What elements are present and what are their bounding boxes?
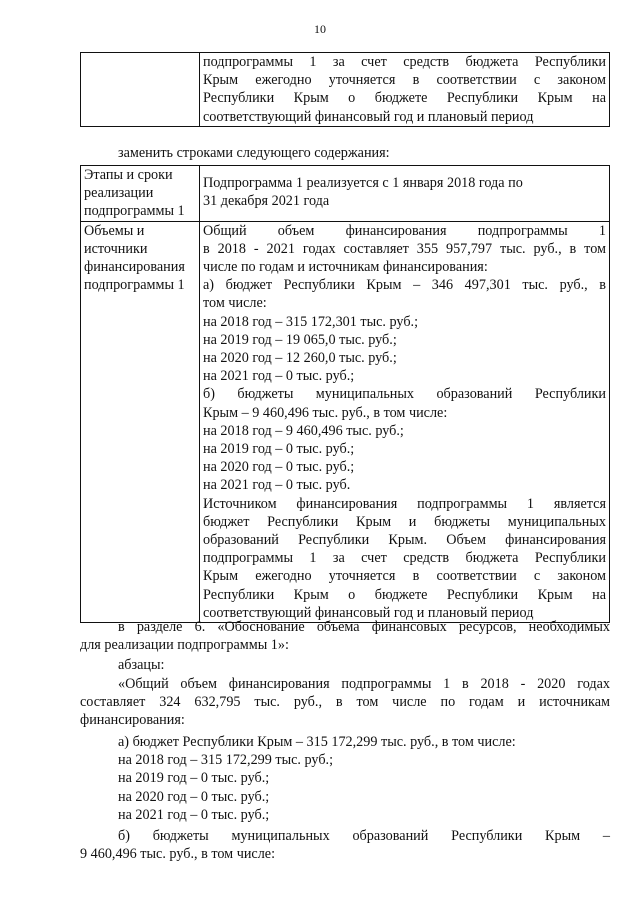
text-line: финансирования [84, 259, 185, 276]
text-line: подпрограммы 1 за счет средств бюджета Республики [203, 54, 606, 70]
text-line: подпрограммы 1 [84, 277, 185, 294]
quoted-paragraph [80, 675, 610, 730]
text-line: на 2019 год – 19 065,0 тыс. руб.; [203, 331, 397, 348]
table-row [81, 166, 610, 222]
text-line: финансирования: [80, 712, 185, 729]
text-line: соответствующий финансовый год и плановый период [203, 108, 534, 125]
text-line: Крым ежегодно уточняется в соответствии с законом [203, 72, 606, 89]
municipal-budgets-paragraph [80, 827, 610, 863]
table-cell-text [200, 53, 610, 127]
text-line: на 2018 год – 9 460,496 тыс. руб.; [203, 422, 404, 439]
text-line: Крым – 9 460,496 тыс. руб., в том числе: [203, 404, 448, 421]
text-line: Крым ежегодно уточняется в соответствии с законом [203, 568, 606, 585]
text-line: на 2021 год – 0 тыс. руб.; [203, 368, 355, 385]
text-line: составляет 324 632,795 тыс. руб., в том числе по годам и источникам [80, 694, 610, 711]
text-line: на 2019 год – 0 тыс. руб.; [118, 770, 270, 787]
text-line: 9 460,496 тыс. руб., в том числе: [80, 846, 276, 863]
text-line: на 2021 год – 0 тыс. руб. [203, 477, 351, 494]
text-line: б) бюджеты муниципальных образований Республики Крым – [118, 828, 610, 844]
replacement-table [80, 165, 610, 623]
table-cell-empty [81, 53, 200, 127]
text-line: а) бюджет Республики Крым – 346 497,301 тыс. руб., в [203, 277, 606, 294]
text-line: на 2018 год – 315 172,299 тыс. руб.; [118, 752, 334, 769]
table-cell-label [81, 221, 200, 622]
text-line: на 2020 год – 0 тыс. руб.; [203, 459, 355, 476]
text-line: бюджет Республики Крым и бюджеты муниципальных [203, 513, 606, 530]
text-line: образований Республики Крым. Объем финансирования [203, 532, 606, 549]
table-row [81, 53, 610, 127]
replace-instruction: заменить строками следующего содержания: [118, 145, 390, 161]
text-line: Общий объем финансирования подпрограммы 1 [203, 222, 606, 239]
text-line: Республики Крым о бюджете Республики Крым на [203, 586, 606, 603]
table-row [81, 221, 610, 622]
table-cell-label [81, 166, 200, 222]
text-line: Объемы и [84, 222, 145, 239]
text-line: Республики Крым о бюджете Республики Крым на [203, 90, 606, 107]
text-line: подпрограммы 1 за счет средств бюджета Республики [203, 550, 606, 567]
text-line: абзацы: [118, 657, 165, 673]
text-line: в 2018 - 2021 годах составляет 355 957,797 тыс. руб., в том [203, 240, 606, 257]
text-line: на 2018 год – 315 172,301 тыс. руб.; [203, 313, 419, 330]
text-line: источники [84, 240, 148, 257]
text-line: б) бюджеты муниципальных образований Республики [203, 386, 606, 403]
text-line: «Общий объем финансирования подпрограммы 1 в 2018 - 2020 годах [118, 676, 610, 692]
text-line: 31 декабря 2021 года [203, 193, 330, 210]
table-cell-text [200, 166, 610, 222]
previous-table-fragment [80, 52, 610, 127]
text-line: а) бюджет Республики Крым – 315 172,299 тыс. руб., в том числе: [118, 734, 516, 750]
text-line: Подпрограмма 1 реализуется с 1 января 2018 года по [203, 175, 523, 191]
table-cell-text [200, 221, 610, 622]
text-line: для реализации подпрограммы 1»: [80, 637, 289, 654]
paragraphs-label [80, 656, 610, 674]
text-line: на 2021 год – 0 тыс. руб.; [118, 806, 270, 823]
text-line: в разделе 6. «Обоснование объема финансовых ресурсов, необходимых [118, 619, 610, 635]
text-line: числе по годам и источникам финансирования: [203, 259, 488, 276]
text-line: на 2020 год – 12 260,0 тыс. руб.; [203, 350, 397, 367]
text-line: на 2019 год – 0 тыс. руб.; [203, 441, 355, 458]
text-line: реализации [84, 185, 154, 202]
budget-breakdown [80, 733, 610, 824]
text-line: на 2020 год – 0 тыс. руб.; [118, 788, 270, 805]
text-line: Этапы и сроки [84, 167, 173, 183]
text-line: соответствующий финансовый год и плановый период [203, 604, 534, 621]
text-line: том числе: [203, 295, 267, 312]
text-line: Источником финансирования подпрограммы 1 является [203, 495, 606, 512]
section-reference [80, 618, 610, 654]
page-number: 10 [314, 22, 326, 36]
text-line: подпрограммы 1 [84, 203, 185, 220]
